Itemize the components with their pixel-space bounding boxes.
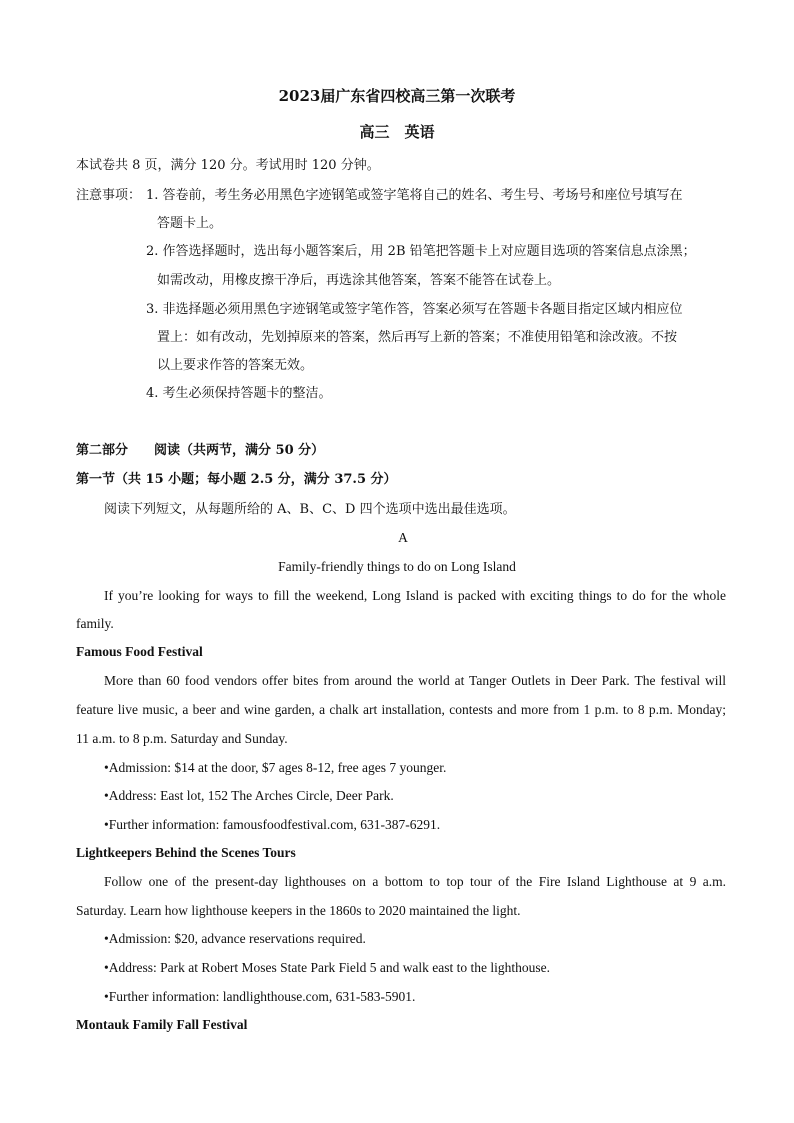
event-1-info: •Further information: famousfoodfestival.com, 631-387-6291. [104, 817, 441, 832]
event-3-name: Montauk Family Fall Festival [76, 1017, 248, 1032]
event-1-address: •Address: East lot, 152 The Arches Circle, Deer Park. [104, 788, 394, 803]
passage-intro-line-2: family. [76, 616, 114, 631]
event-2-desc-line-2: Saturday. Learn how lighthouse keepers in the 1860s to 2020 maintained the light. [76, 903, 521, 918]
note-2-line-2: 如需改动，用橡皮擦干净后，再选涂其他答案，答案不能答在试卷上。 [157, 273, 561, 288]
part-heading: 第二部分 阅读（共两节，满分 50 分） [76, 443, 325, 458]
note-1-line-2: 答题卡上。 [157, 216, 223, 231]
note-4-line-1: 4. 考生必须保持答题卡的整洁。 [146, 386, 332, 401]
exam-title: 2023届广东省四校高三第一次联考 [278, 87, 516, 105]
note-2-line-1: 2. 作答选择题时，选出每小题答案后，用 2B 铅笔把答题卡上对应题目选项的答案信息点涂黑； [146, 244, 696, 259]
exam-subtitle: 高三 英语 [359, 123, 435, 141]
event-2-desc-line-1: Follow one of the present-day lighthouses on a bottom to top tour of the Fire Island Lighthouse at 9 a.m. [104, 874, 726, 889]
event-1-desc-line-1: More than 60 food vendors offer bites from around the world at Tanger Outlets in Deer Park. The festival will [104, 673, 726, 688]
event-2-name: Lightkeepers Behind the Scenes Tours [76, 845, 296, 860]
note-3-line-1: 3. 非选择题必须用黑色字迹钢笔或签字笔作答，答案必须写在答题卡各题目指定区域内相应位 [146, 302, 683, 317]
subsection-heading: 第一节（共 15 小题；每小题 2.5 分，满分 37.5 分） [76, 472, 397, 487]
passage-letter: A [398, 530, 408, 545]
event-2-address: •Address: Park at Robert Moses State Park Field 5 and walk east to the lighthouse. [104, 960, 551, 975]
exam-intro: 本试卷共 8 页，满分 120 分。考试用时 120 分钟。 [76, 158, 380, 173]
passage-intro-line-1: If you’re looking for ways to fill the weekend, Long Island is packed with exciting things to do for the whole [104, 588, 726, 603]
passage-title: Family-friendly things to do on Long Island [278, 559, 516, 574]
event-1-desc-line-3: 11 a.m. to 8 p.m. Saturday and Sunday. [76, 731, 288, 746]
event-1-admission: •Admission: $14 at the door, $7 ages 8-12, free ages 7 younger. [104, 760, 447, 775]
event-2-info: •Further information: landlighthouse.com, 631-583-5901. [104, 989, 416, 1004]
notes-label: 注意事项： [76, 188, 142, 203]
note-3-line-2: 置上：如有改动，先划掉原来的答案，然后再写上新的答案；不准使用铅笔和涂改液。不按 [157, 330, 678, 345]
note-1-line-1: 1. 答卷前，考生务必用黑色字迹钢笔或签字笔将自己的姓名、考生号、考场号和座位号填写在 [146, 188, 683, 203]
note-3-line-3: 以上要求作答的答案无效。 [157, 358, 314, 373]
event-1-desc-line-2: feature live music, a beer and wine garden, a chalk art installation, contests and more from 1 p.m. to 8 p.m. Monday; [76, 702, 726, 717]
event-1-name: Famous Food Festival [76, 644, 203, 659]
section-instruction: 阅读下列短文，从每题所给的 A、B、C、D 四个选项中选出最佳选项。 [104, 502, 516, 517]
event-2-admission: •Admission: $20, advance reservations required. [104, 931, 366, 946]
